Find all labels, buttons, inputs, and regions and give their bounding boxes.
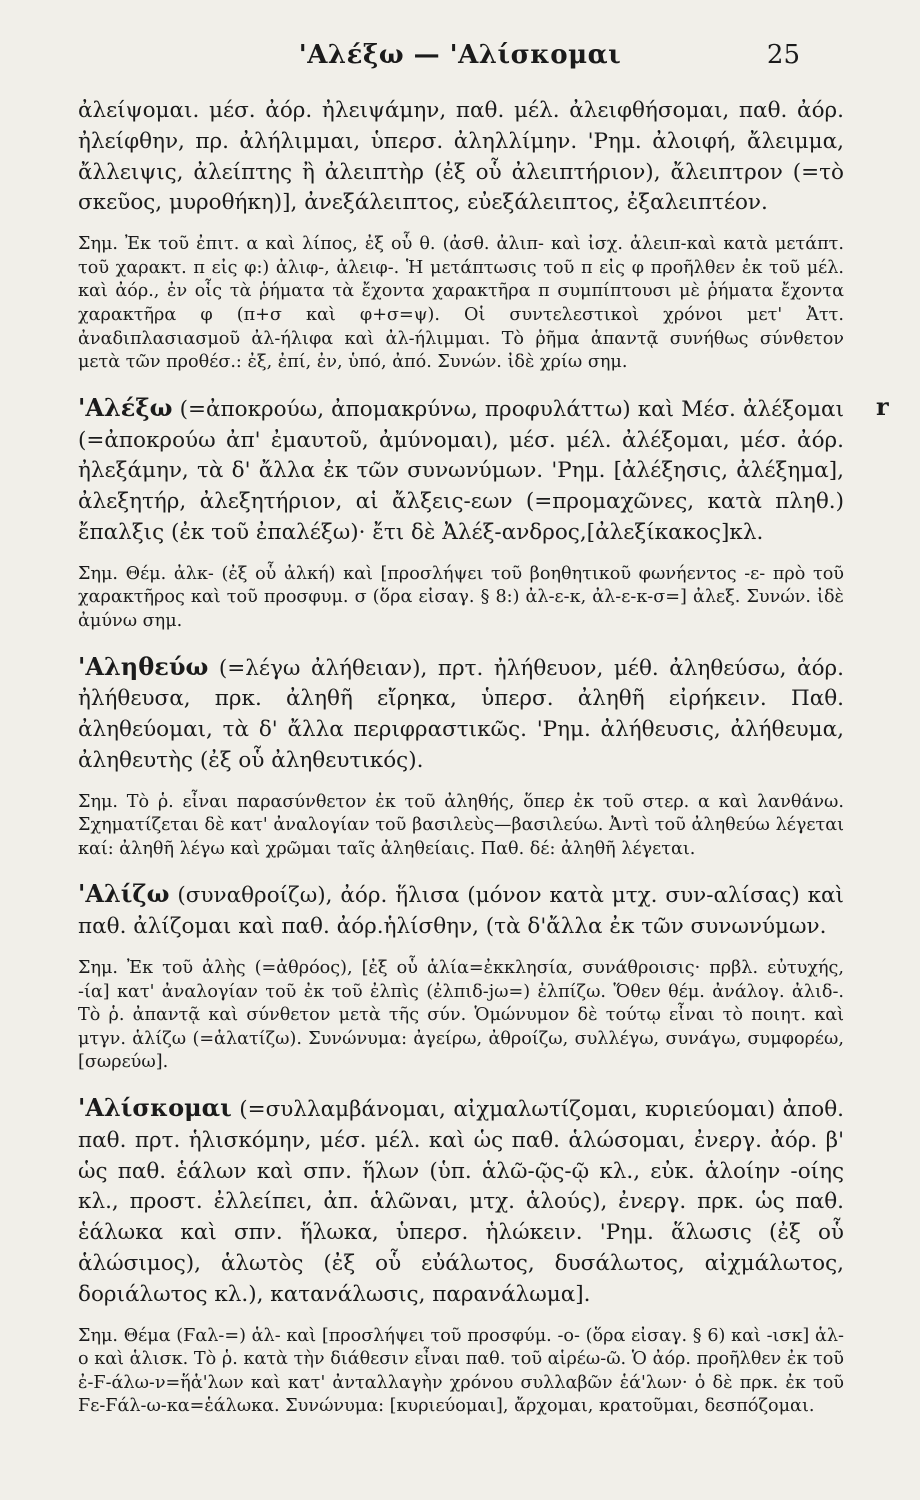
note-alizo [78,957,844,1075]
headword: 'Αλέξω [78,392,173,422]
headword: 'Αλίσκομαι [78,1093,232,1123]
note-aliskomai [78,1325,844,1419]
note-body: Σημ. Θέμα (Ϝαλ-=) ἁλ- καὶ [προσλήψει τοῦ προσφύμ. -ο- (ὅρα εἰσαγ. § 6) καὶ -ισκ] ἁλ-ο καὶ ἁλισκ. Τὸ ῥ. κατὰ τὴν διάθεσιν εἶναι παθ. τοῦ αἱρέω-ῶ. Ὁ ἀόρ. προῆλθεν ἐκ τοῦ ἐ-Ϝ-άλω-ν=ἥἁ'λων καὶ κατ' ἀνταλλαγὴν χρόνου συλλαβῶν ἑά'λων· ὁ δὲ πρκ. ἐκ τοῦ Ϝε-Ϝάλ-ω-κα=ἑάλωκα. Συνώνυμα: [κυριεύομαι], ἄρχομαι, κρατοῦμαι, δεσπόζομαι. [78,1325,844,1417]
running-title: 'Αλέξω — 'Αλίσκομαι [298,40,622,70]
entry-alexo [78,393,844,549]
entry-body: (=συλλαμβάνομαι, αἰχμαλωτίζομαι, κυριεύομαι) ἀποθ. παθ. πρτ. ἡλισκόμην, μέσ. μέλ. καὶ ὡς παθ. ἁλώσομαι, ἐνεργ. ἀόρ. β' ὡς παθ. ἑάλων καὶ σπν. ἥλων (ὑπ. ἁλῶ-ῷς-ῷ κλ., εὐκ. ἁλοίην -οίης κλ., προστ. ἐλλείπει, ἀπ. ἁλῶναι, μτχ. ἁλούς), ἐνεργ. πρκ. ὡς παθ. ἑάλωκα καὶ σπν. ἥλωκα, ὑπερσ. ἡλώκειν. 'Ρημ. ἅλωσις (ἐξ οὗ ἁλώσιμος), ἁλωτὸς (ἐξ οὗ εὐάλωτος, δυσάλωτος, αἰχμάλωτος, δοριάλωτος κλ.), κατανάλωσις, παρανάλωμα]. [78,1097,844,1307]
entry-continuation [78,96,844,219]
entry-body: (=ἀποκρούω, ἀπομακρύνω, προφυλάττω) καὶ Μέσ. ἀλέξομαι (=ἀποκρούω ἀπ' ἐμαυτοῦ, ἀμύνομαι), μέσ. μέλ. ἀλέξομαι, μέσ. ἀόρ. ἠλεξάμην, τὰ δ' ἄλλα ἐκ τῶν συνωνύμων. 'Ρημ. [ἀλέξησις, ἀλέξημα], ἀλεξητήρ, ἀλεξητήριον, αἱ ἄλξεις-εων (=προμαχῶνες, κατὰ πληθ.) ἔπαλξις (ἐκ τοῦ ἐπαλέξω)· ἔτι δὲ Ἀλέξ-ανδρος,[ἀλεξίκακος]κλ. [78,396,844,545]
headword: 'Αλίζω [78,879,170,909]
entry-aliskomai [78,1093,844,1311]
note-alexo [78,563,844,634]
entry-body: (=λέγω ἀλήθειαν), πρτ. ἠλήθευον, μέθ. ἀληθεύσω, ἀόρ. ἠλήθευσα, πρκ. ἀληθῆ εἴρηκα, ὑπερσ. ἀληθῆ εἰρήκειν. Παθ. ἀληθεύομαι, τὰ δ' ἄλλα περιφραστικῶς. 'Ρημ. ἀλήθευσις, ἀλήθευμα, ἀληθευτὴς (ἐξ οὗ ἀληθευτικός). [78,655,844,773]
dictionary-text [78,96,844,1437]
page-number: 25 [766,40,800,70]
entry-alizo [78,879,844,943]
note-body: Σημ. Θέμ. ἀλκ- (ἐξ οὗ ἀλκή) καὶ [προσλήψει τοῦ βοηθητικοῦ φωνήεντος -ε- πρὸ τοῦ χαρακτῆρος καὶ τοῦ προσφυμ. σ (ὅρα εἰσαγ. § 8:) ἀλ-ε-κ, ἀλ-ε-κ-σ=] ἀλεξ. Συνών. ἰδὲ ἀμύνω σημ. [78,563,844,631]
headword: 'Αληθεύω [78,651,209,681]
margin-pencil-mark: r [876,392,889,421]
entry-body: ἀλείψομαι. μέσ. ἀόρ. ἠλειψάμην, παθ. μέλ. ἀλειφθήσομαι, παθ. ἀόρ. ἠλείφθην, πρ. ἀλήλιμμαι, ὑπερσ. ἀληλλίμην. 'Ρημ. ἀλοιφή, ἄλειμμα, ἄλλειψις, ἀλείπτης ἢ ἀλειπτὴρ (ἐξ οὗ ἀλειπτήριον), ἄλειπτρον (=τὸ σκεῦος, μυροθήκη)], ἀνεξάλειπτος, εὐεξάλειπτος, ἐξαλειπτέον. [78,98,844,216]
note-body: Σημ. Τὸ ῥ. εἶναι παρασύνθετον ἐκ τοῦ ἀληθής, ὅπερ ἐκ τοῦ στερ. α καὶ λανθάνω. Σχηματίζεται δὲ κατ' ἀναλογίαν τοῦ βασιλεὺς—βασιλεύω. Ἀντὶ τοῦ ἀληθεύω λέγεται καί: ἀληθῆ λέγω καὶ χρῶμαι ταῖς ἀληθείαις. Παθ. δέ: ἀληθῆ λέγεται. [78,791,844,859]
entry-aletheuo [78,652,844,777]
note-body: Σημ. Ἐκ τοῦ ἀλὴς (=ἀθρόος), [ἐξ οὗ ἁλία=ἐκκλησία, συνάθροισις· πρβλ. εὐτυχής, -ία] κατ' ἀναλογίαν τοῦ ἐκ τοῦ ἐλπὶς (ἐλπιδ-jω=) ἐλπίζω. Ὅθεν θέμ. ἀνάλογ. ἀλιδ-. Τὸ ῥ. ἀπαντᾷ καὶ σύνθετον μετὰ τῆς σύν. Ὁμώνυμον δὲ τούτῳ εἶναι τὸ ποιητ. καὶ μτγν. ἁλίζω (=ἁλατίζω). Συνώνυμα: ἀγείρω, ἀθροίζω, συλλέγω, συνάγω, συμφορέω, [σωρεύω]. [78,958,844,1073]
entry-body: (συναθροίζω), ἀόρ. ἥλισα (μόνον κατὰ μτχ. συν-αλίσας) καὶ παθ. ἀλίζομαι καὶ παθ. ἀόρ.ἡλίσθην, (τὰ δ'ἄλλα ἐκ τῶν συνωνύμων. [78,883,844,940]
note-body: Σημ. Ἐκ τοῦ ἐπιτ. α καὶ λίπος, ἐξ οὗ θ. (ἀσθ. ἀλιπ- καὶ ἰσχ. ἀλειπ-καὶ κατὰ μετάπτ. τοῦ χαρακτ. π εἰς φ:) ἀλιφ-, ἀλειφ-. Ἡ μετάπτωσις τοῦ π εἰς φ προῆλθεν ἐκ τοῦ μέλ. καὶ ἀόρ., ἐν οἷς τὰ ῥήματα τὰ ἔχοντα χαρακτῆρα π συμπίπτουσι μὲ ῥήματα ἔχοντα χαρακτῆρα φ (π+σ καὶ φ+σ=ψ). Οἱ συντελεστικοὶ χρόνοι μετ' Ἀττ. ἀναδιπλασιασμοῦ ἀλ-ήλιφα καὶ ἀλ-ήλιμμαι. Τὸ ῥῆμα ἁπαντᾷ συνήθως σύνθετον μετὰ τῶν προθέσ.: ἐξ, ἐπί, ἐν, ὑπό, ἀπό. Συνών. ἰδὲ χρίω σημ. [78,234,844,373]
note-aleifo [78,233,844,375]
page-header [0,36,920,76]
note-aletheuo [78,791,844,862]
